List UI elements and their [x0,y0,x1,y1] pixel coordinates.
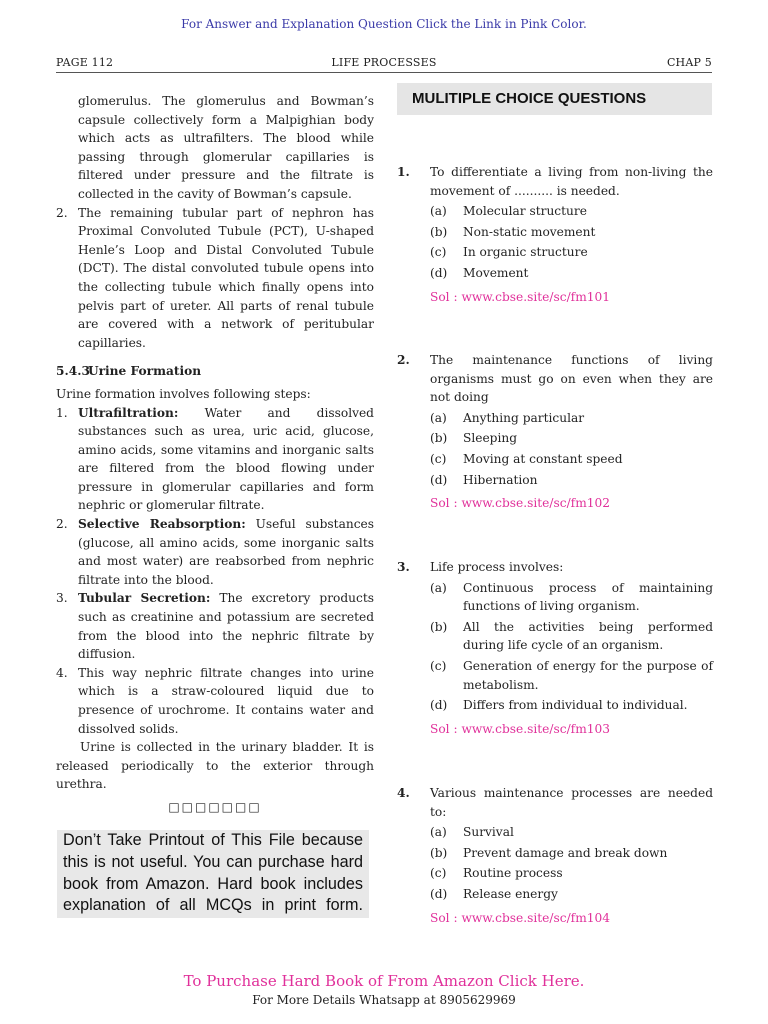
question-block [397,163,713,306]
option-text: Non-static movement [463,224,596,239]
option [430,471,713,490]
end-marker: □□□□□□□ [168,799,262,814]
option-text: Routine process [463,866,563,881]
option-letter: (a) [430,204,447,219]
option [430,243,713,262]
step-item [56,664,374,738]
question-block [397,351,713,513]
section-title: Urine Formation [88,364,202,379]
list-item [56,204,374,353]
option-letter: (a) [430,580,447,595]
option-text: Differs from individual to individual. [463,698,688,713]
promo-line: Don’t Take Printout of This File because [63,831,363,849]
option [430,202,713,221]
option-text: Moving at constant speed [463,451,623,466]
question-number: 4. [397,786,410,800]
option [430,885,713,904]
option [430,696,713,715]
continued-paragraph: glomerulus. The glomerulus and Bowman’s capsule collectively form a Malpighian body which acts as ultrafilters. The blood while passing through glomerular capillaries is filtered under pressure and the filtrate is collected in the cavity of Bowman’s capsule. [78,94,374,201]
step-title: Tubular Secretion: [78,591,211,606]
step-number: 2. [56,517,68,532]
option [430,450,713,469]
option [430,618,713,655]
closing-paragraph: Urine is collected in the urinary bladder. It is released periodically to the exterior through urethra. [56,740,374,792]
option-letter: (c) [430,658,447,673]
option-text: Generation of energy for the purpose of metabolism. [463,658,713,692]
step-text: Water and dissolved substances such as urea, uric acid, glucose, amino acids, some vitamins and inorganic salts are filtered from the blood flowing under pressure in glomerular capillaries and form nephric or glomerular filtrate. [78,405,374,513]
option-letter: (d) [430,472,448,487]
solution-link[interactable]: Sol : www.cbse.site/sc/fm101 [430,289,611,304]
promo-box [57,830,369,918]
option [430,579,713,616]
step-number: 1. [56,405,68,420]
option [430,223,713,242]
question-block [397,784,713,927]
left-column [56,92,374,817]
promo-line: this is not useful. You can purchase hard [63,852,363,871]
item-text: The remaining tubular part of nephron has Proximal Convoluted Tubule (PCT), U-shaped Henle’s Loop and Distal Convoluted Tubule (DCT). The distal convoluted tubule opens into the collecting tubule which finally opens into pelvis part of ureter. All parts of renal tubule are covered with a network of peritubular capillaries. [78,205,374,350]
option-letter: (d) [430,886,448,901]
option-letter: (c) [430,245,447,260]
option-letter: (a) [430,825,447,840]
header-divider [56,72,712,73]
option-letter: (b) [430,619,448,634]
option-text: Anything particular [463,410,585,425]
chapter-number: CHAP 5 [666,56,712,69]
intro-text: Urine formation involves following steps: [56,386,311,401]
whatsapp-contact: For More Details Whatsapp at 8905629969 [252,993,516,1007]
section-number: 5.4.3 [56,364,90,379]
solution-link[interactable]: Sol : www.cbse.site/sc/fm104 [430,910,611,925]
option [430,409,713,428]
step-text: Useful substances (glucose, all amino acids, some inorganic salts and most water) are reabsorbed from nephric filtrate into the blood. [78,517,374,587]
question-block [397,558,713,738]
answer-link-banner[interactable]: For Answer and Explanation Question Click the Link in Pink Color. [181,17,587,31]
option [430,429,713,448]
option-text: All the activities being performed during life cycle of an organism. [463,619,713,653]
option-text: Molecular structure [463,204,587,219]
option-letter: (c) [430,866,447,881]
step-number: 4. [56,665,68,680]
question-text: The maintenance functions of living organisms must go on even when they are not doing [430,353,713,405]
option-text: Release energy [463,886,558,901]
purchase-link[interactable]: To Purchase Hard Book of From Amazon Click Here. [183,972,585,990]
option [430,264,713,283]
option-text: Prevent damage and break down [463,845,668,860]
question-number: 3. [397,560,410,574]
step-text: The excretory products such as creatinine and potassium are secreted from the blood into the nephric filtrate by diffusion. [78,591,374,662]
step-item [56,404,374,516]
option-text: Sleeping [463,431,518,446]
option-letter: (d) [430,265,448,280]
option-letter: (b) [430,431,448,446]
question-number: 2. [397,353,410,367]
option-letter: (b) [430,224,448,239]
item-number: 2. [56,205,68,220]
step-title: Selective Reabsorption: [78,517,246,532]
question-text: Various maintenance processes are needed to: [430,786,713,819]
question-text: Life process involves: [430,560,564,574]
question-text: To differentiate a living from non-living the movement of .......... is needed. [430,165,713,198]
mcq-heading: MULITIPLE CHOICE QUESTIONS [397,83,712,115]
option-text: In organic structure [463,245,588,260]
option-letter: (d) [430,698,448,713]
option-letter: (a) [430,410,447,425]
question-number: 1. [397,165,410,179]
solution-link[interactable]: Sol : www.cbse.site/sc/fm103 [430,721,611,736]
step-item [56,515,374,589]
step-number: 3. [56,591,68,606]
step-item [56,589,374,663]
option-letter: (c) [430,451,447,466]
steps-list [56,404,374,739]
promo-line: book from Amazon. Hard book includes [63,874,363,893]
option [430,864,713,883]
option [430,844,713,863]
chapter-title: LIFE PROCESSES [331,56,437,69]
option-text: Hibernation [463,472,538,487]
option-text: Continuous process of maintaining functions of living organism. [463,580,713,614]
step-text: This way nephric filtrate changes into urine which is a straw-coloured liquid due to presence of urochrome. It contains water and dissolved solids. [78,665,374,736]
solution-link[interactable]: Sol : www.cbse.site/sc/fm102 [430,496,611,511]
option [430,657,713,694]
promo-line: explanation of all MCQs in print form. [63,896,363,915]
section-heading [56,362,374,381]
step-title: Ultrafiltration: [78,405,179,420]
page-number: PAGE 112 [56,56,114,69]
option [430,823,713,842]
option-letter: (b) [430,845,448,860]
option-text: Movement [463,265,529,280]
option-text: Survival [463,825,514,840]
